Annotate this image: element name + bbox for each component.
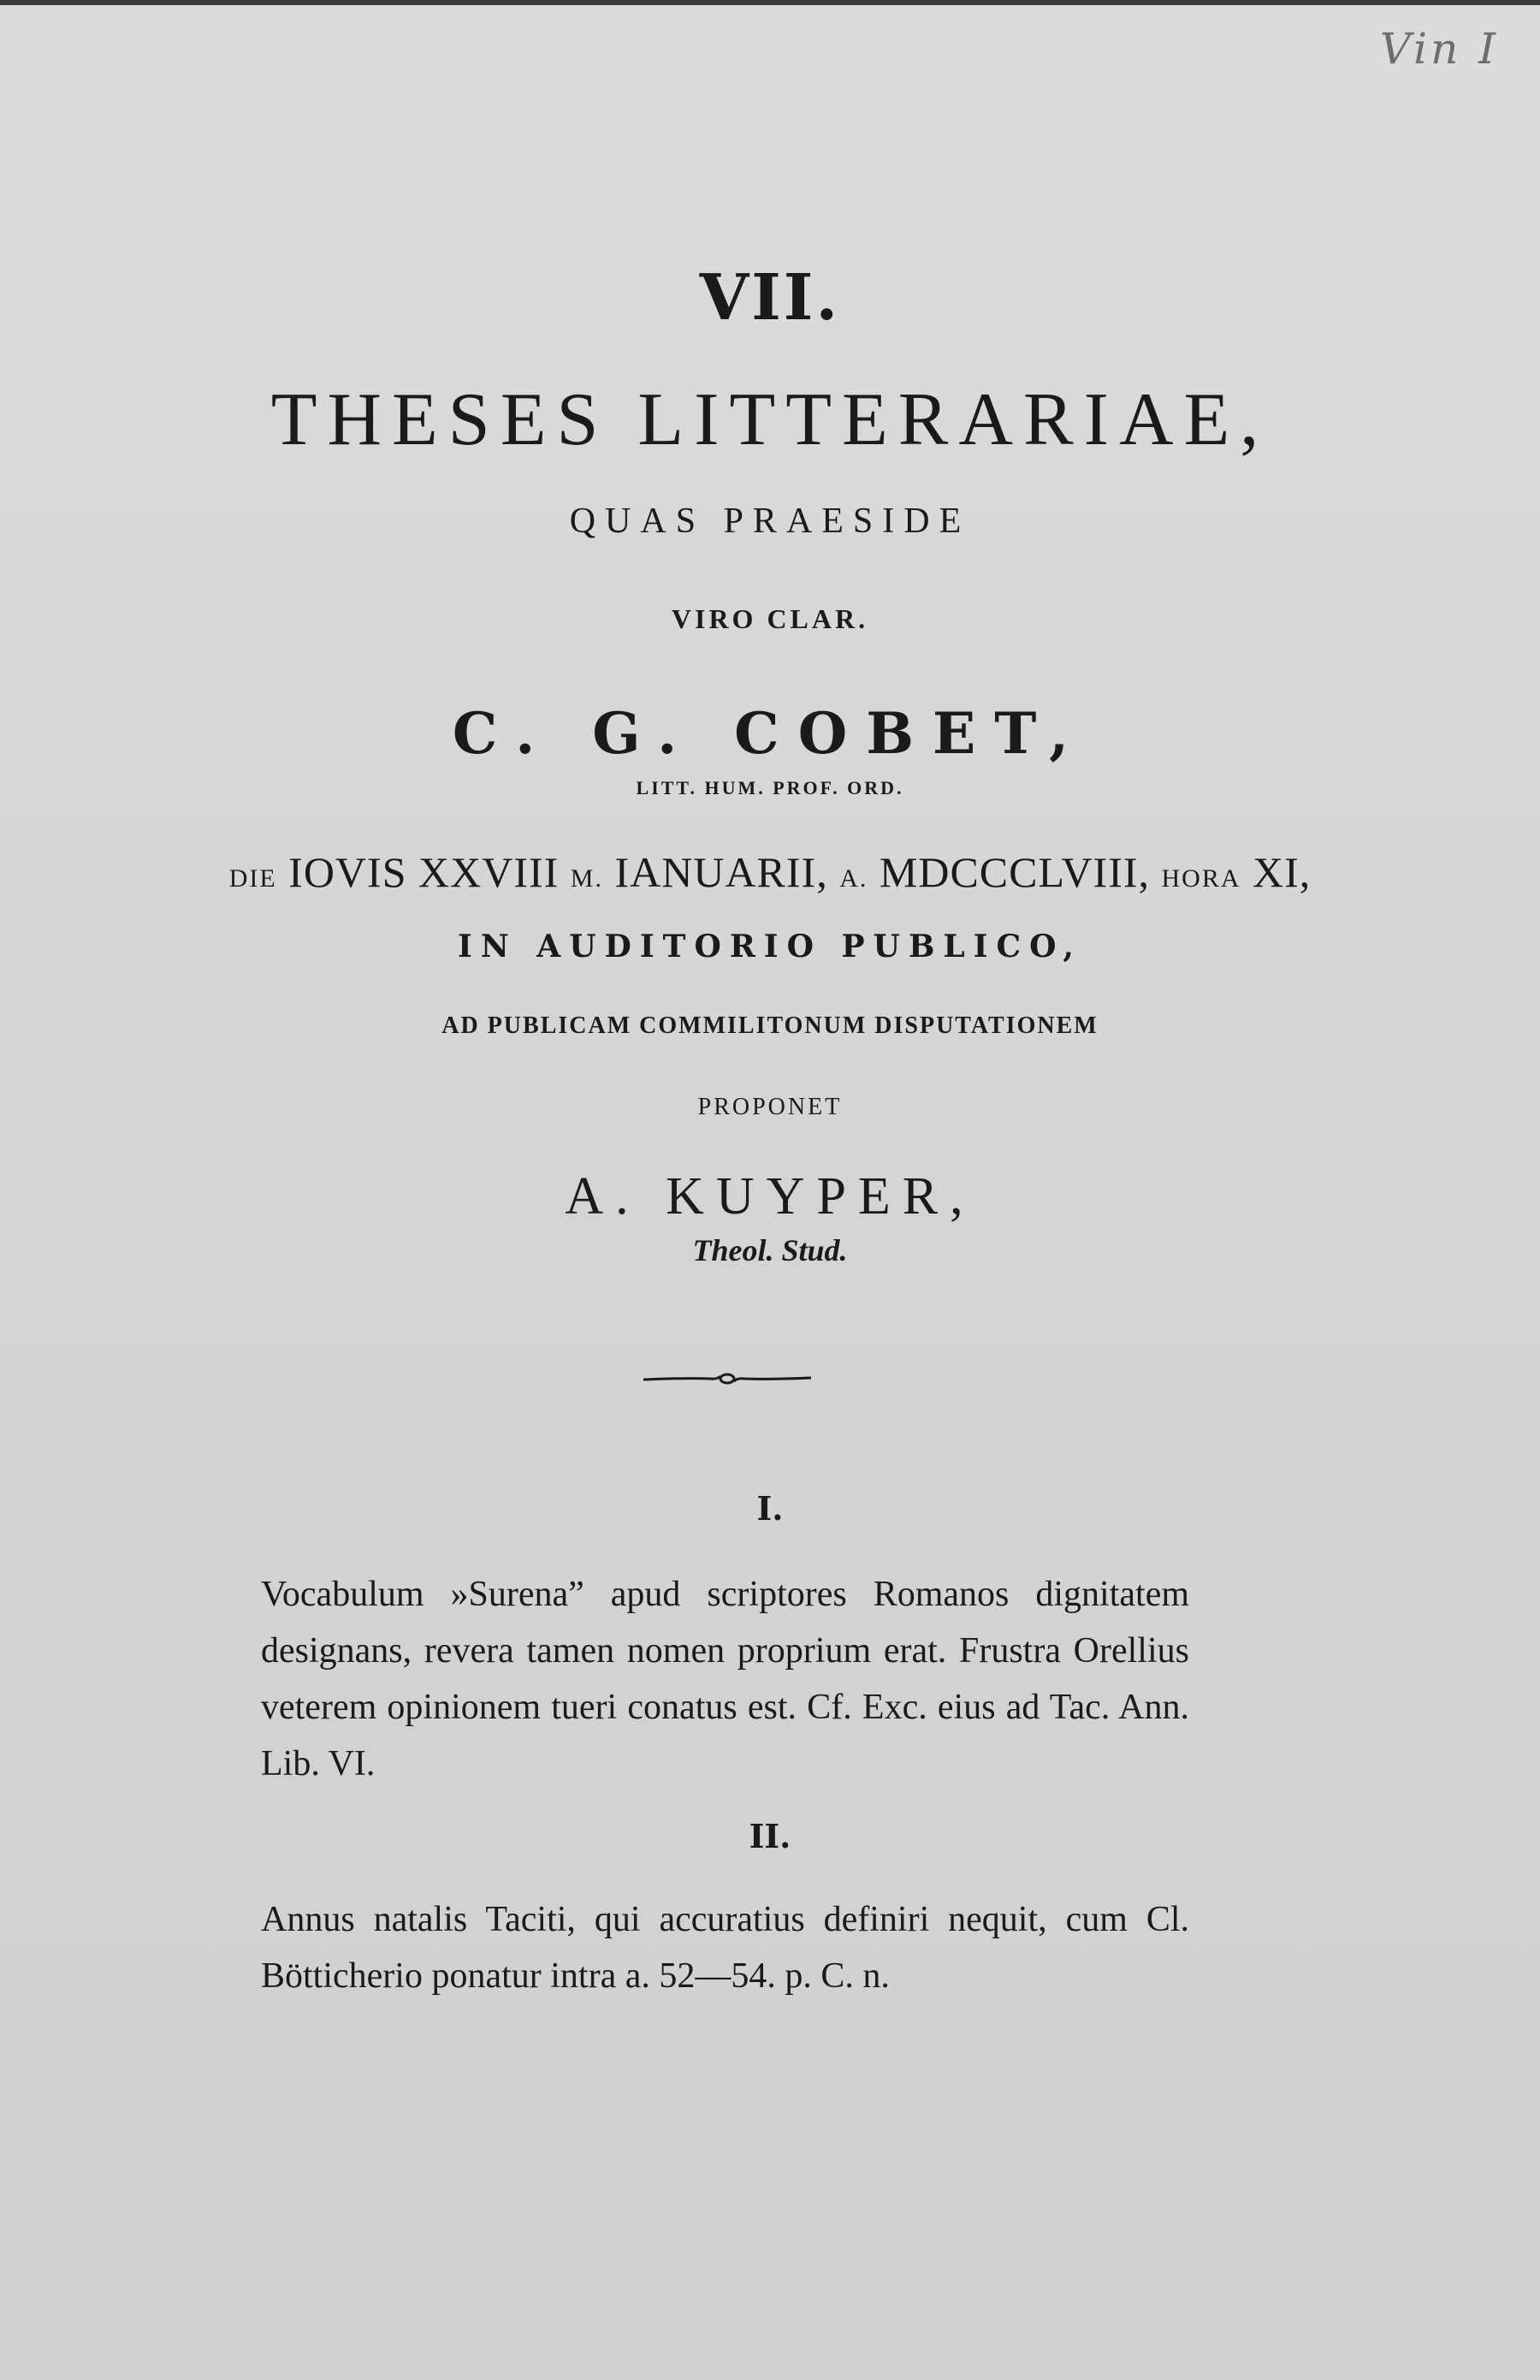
page-title: THESES LITTERARIAE, bbox=[270, 378, 1270, 461]
thesis-1-number: I. bbox=[756, 1489, 784, 1528]
scan-edge-line bbox=[0, 0, 1540, 5]
date-ianuarii: IANUARII, bbox=[614, 848, 828, 896]
praeses-name: C. G. COBET, bbox=[452, 700, 1088, 767]
date-a: A. bbox=[839, 864, 868, 893]
date-die: DIE bbox=[228, 864, 277, 893]
quas-praeside-line: QUAS PRAESIDE bbox=[569, 502, 971, 541]
shelf-mark: Vin I bbox=[1379, 24, 1499, 74]
author-name: A. KUYPER, bbox=[565, 1167, 975, 1226]
date-m: M. bbox=[570, 864, 603, 893]
proponet-line: PROPONET bbox=[697, 1094, 843, 1120]
auditorio-line: IN AUDITORIO PUBLICO, bbox=[458, 929, 1082, 964]
ad-publicam-line: AD PUBLICAM COMMILITONUM DISPUTATIONEM bbox=[441, 1012, 1099, 1039]
date-hour: XI, bbox=[1253, 848, 1312, 896]
viro-clar-line: VIRO CLAR. bbox=[671, 603, 869, 634]
author-title: Theol. Stud. bbox=[692, 1233, 848, 1267]
ornament-divider-icon bbox=[642, 1361, 813, 1395]
date-year: MDCCCLVIII, bbox=[879, 848, 1151, 896]
praeses-title: LITT. HUM. PROF. ORD. bbox=[636, 777, 904, 798]
date-iovis: IOVIS XXVIII bbox=[288, 848, 560, 896]
date-hora: HORA bbox=[1161, 864, 1241, 893]
thesis-2-text: Annus natalis Taciti, qui accuratius definiri nequit, cum Cl. Bötticherio ponatur intra a. 52—54. p. C. n. bbox=[261, 1900, 1189, 1996]
thesis-set-numeral: VII. bbox=[699, 261, 841, 335]
thesis-1-text: Vocabulum »Surena” apud scriptores Romanos dignitatem designans, revera tamen nomen proprium erat. Frustra Orellius veterem opinionem tueri conatus est. Cf. Exc. eius ad Tac. Ann. Lib. VI. bbox=[261, 1575, 1189, 1784]
date-line bbox=[0, 847, 1540, 897]
thesis-2-number: II. bbox=[749, 1817, 791, 1855]
